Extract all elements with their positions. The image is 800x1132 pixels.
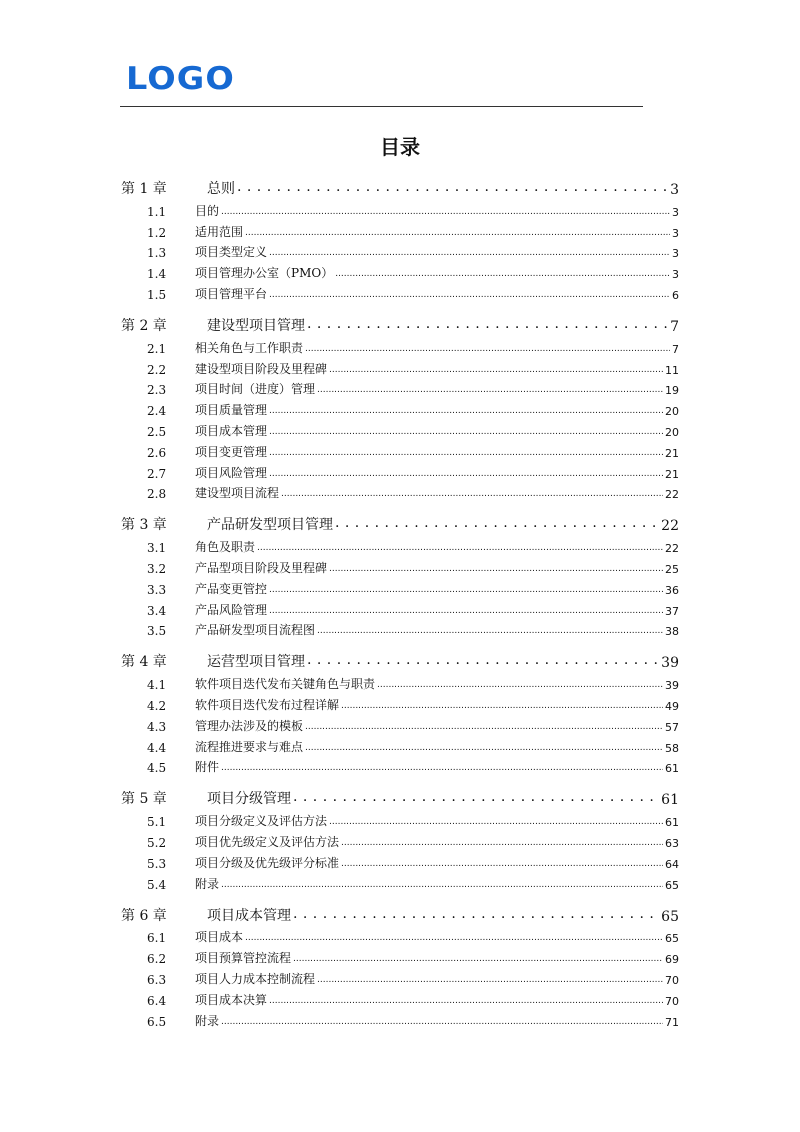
toc-section-row[interactable]	[121, 925, 679, 946]
section-number: 1.5	[147, 287, 167, 302]
section-number: 6.2	[147, 952, 167, 967]
toc-section-row[interactable]	[121, 734, 679, 755]
section-page-number: 3	[672, 205, 679, 219]
section-page-number: 37	[665, 604, 679, 618]
toc-section-row[interactable]	[121, 871, 679, 892]
section-page-number: 25	[665, 562, 679, 576]
section-number: 2.1	[147, 341, 167, 356]
toc-chapter-row[interactable]	[121, 309, 679, 335]
toc-section-row[interactable]	[121, 335, 679, 356]
section-title[interactable]: 项目成本管理	[195, 423, 268, 438]
section-page-number: 61	[665, 762, 679, 776]
toc-section-row[interactable]	[121, 945, 679, 966]
dot-leader	[221, 198, 670, 219]
dot-leader	[317, 618, 663, 639]
toc-section-row[interactable]	[121, 755, 679, 776]
section-number: 1.3	[147, 246, 167, 261]
toc-section-row[interactable]	[121, 377, 679, 398]
section-number: 6.4	[147, 993, 167, 1008]
toc-section-row[interactable]	[121, 356, 679, 377]
section-number: 1.1	[147, 204, 167, 219]
section-title[interactable]: 目的	[195, 203, 220, 218]
toc-chapter-row[interactable]	[121, 172, 679, 198]
toc-section-row[interactable]	[121, 555, 679, 576]
toc-section-row[interactable]	[121, 987, 679, 1008]
section-page-number: 21	[665, 446, 679, 460]
toc-chapter-row[interactable]	[121, 508, 679, 534]
section-number: 2.5	[147, 424, 167, 439]
section-page-number: 3	[672, 268, 679, 282]
section-page-number: 58	[665, 741, 679, 755]
chapter-title[interactable]: 项目分级管理	[207, 791, 291, 808]
dot-leader	[293, 782, 659, 808]
chapter-number: 第 6 章	[121, 907, 167, 924]
section-page-number: 70	[665, 973, 679, 987]
section-title[interactable]: 附录	[195, 1013, 220, 1028]
dot-leader	[269, 597, 663, 618]
section-number: 2.4	[147, 404, 167, 419]
section-number: 1.2	[147, 225, 167, 240]
dot-leader	[281, 481, 663, 502]
toc-section-row[interactable]	[121, 198, 679, 219]
toc-section-row[interactable]	[121, 260, 679, 281]
dot-leader	[317, 966, 663, 987]
dot-leader	[269, 576, 663, 597]
chapter-title[interactable]: 项目成本管理	[207, 907, 291, 924]
section-title[interactable]: 项目管理平台	[195, 286, 268, 301]
section-page-number: 20	[665, 425, 679, 439]
dot-leader	[269, 281, 670, 302]
section-title[interactable]: 适用范围	[195, 224, 244, 239]
toc-title: 目录	[380, 135, 420, 159]
section-page-number: 22	[665, 542, 679, 556]
chapter-number: 第 1 章	[121, 181, 167, 197]
section-page-number: 71	[665, 1015, 679, 1029]
dot-leader	[269, 240, 670, 261]
section-page-number: 22	[665, 488, 679, 502]
toc-section-row[interactable]	[121, 966, 679, 987]
chapter-page-number: 7	[670, 318, 679, 335]
dot-leader	[341, 692, 663, 713]
section-title[interactable]: 附录	[195, 876, 220, 891]
toc-section-row[interactable]	[121, 618, 679, 639]
section-page-number: 49	[665, 699, 679, 713]
toc-section-row[interactable]	[121, 597, 679, 618]
toc-section-row[interactable]	[121, 671, 679, 692]
dot-leader	[305, 713, 663, 734]
dot-leader	[293, 945, 663, 966]
section-number: 2.8	[147, 487, 167, 502]
toc-section-row[interactable]	[121, 439, 679, 460]
dot-leader	[377, 671, 663, 692]
section-title[interactable]: 项目优先级定义及评估方法	[195, 834, 340, 849]
toc-section-row[interactable]	[121, 418, 679, 439]
section-page-number: 19	[665, 384, 679, 398]
dot-leader	[317, 377, 663, 398]
toc-section-row[interactable]	[121, 534, 679, 555]
chapter-number: 第 3 章	[121, 517, 167, 534]
section-page-number: 57	[665, 720, 679, 734]
dot-leader	[221, 755, 663, 776]
dot-leader	[237, 172, 668, 198]
section-title[interactable]: 项目成本	[195, 930, 244, 945]
section-title[interactable]: 项目人力成本控制流程	[195, 971, 316, 986]
toc-chapter-row[interactable]	[121, 899, 679, 925]
section-title[interactable]: 软件项目迭代发布过程详解	[195, 697, 340, 712]
toc-section-row[interactable]	[121, 692, 679, 713]
section-page-number: 3	[672, 247, 679, 261]
section-number: 5.4	[147, 877, 167, 892]
section-title[interactable]: 项目分级及优先级评分标准	[195, 855, 340, 870]
section-page-number: 7	[672, 342, 679, 356]
dot-leader	[245, 219, 670, 240]
section-title[interactable]: 项目变更管理	[195, 444, 268, 459]
dot-leader	[329, 555, 663, 576]
section-number: 3.1	[147, 541, 167, 556]
section-page-number: 11	[665, 363, 679, 377]
dot-leader	[269, 460, 663, 481]
section-title[interactable]: 产品变更管控	[195, 581, 268, 596]
toc-section-row[interactable]	[121, 460, 679, 481]
chapter-page-number: 22	[661, 518, 679, 535]
toc-section-row[interactable]	[121, 1008, 679, 1029]
section-page-number: 61	[665, 816, 679, 830]
section-page-number: 70	[665, 994, 679, 1008]
section-title[interactable]: 管理办法涉及的模板	[195, 718, 304, 733]
section-number: 4.3	[147, 719, 167, 734]
dot-leader	[221, 871, 663, 892]
section-number: 2.2	[147, 362, 167, 377]
toc-section-row[interactable]	[121, 281, 679, 302]
section-page-number: 20	[665, 405, 679, 419]
section-number: 1.4	[147, 267, 167, 282]
chapter-page-number: 39	[661, 655, 679, 672]
section-page-number: 21	[665, 467, 679, 481]
section-title[interactable]: 产品研发型项目流程图	[195, 623, 316, 638]
section-title[interactable]: 流程推进要求与难点	[195, 739, 304, 754]
toc-section-row[interactable]	[121, 481, 679, 502]
section-page-number: 3	[672, 226, 679, 240]
chapter-page-number: 65	[661, 908, 679, 925]
dot-leader	[307, 309, 668, 335]
section-number: 6.3	[147, 972, 167, 987]
dot-leader	[269, 397, 663, 418]
dot-leader	[293, 899, 659, 925]
toc-chapter-row[interactable]	[121, 782, 679, 808]
section-title[interactable]: 项目管理办公室（PMO）	[195, 266, 334, 281]
section-page-number: 36	[665, 583, 679, 597]
section-page-number: 69	[665, 953, 679, 967]
section-number: 5.2	[147, 835, 167, 850]
section-title[interactable]: 项目质量管理	[195, 403, 268, 418]
section-page-number: 39	[665, 679, 679, 693]
section-number: 5.3	[147, 856, 167, 871]
dot-leader	[335, 260, 670, 281]
section-page-number: 38	[665, 625, 679, 639]
chapter-page-number: 3	[670, 182, 679, 198]
section-number: 2.3	[147, 383, 167, 398]
section-number: 6.5	[147, 1014, 167, 1029]
section-title[interactable]: 项目风险管理	[195, 465, 268, 480]
dot-leader	[329, 356, 663, 377]
section-number: 3.5	[147, 624, 167, 639]
section-title[interactable]: 软件项目迭代发布关键角色与职责	[195, 677, 376, 692]
dot-leader	[257, 534, 663, 555]
dot-leader	[269, 439, 663, 460]
section-title[interactable]: 建设型项目阶段及里程碑	[195, 361, 328, 376]
toc-section-row[interactable]	[121, 397, 679, 418]
section-title[interactable]: 项目时间（进度）管理	[195, 382, 316, 397]
section-number: 3.3	[147, 582, 167, 597]
dot-leader	[245, 925, 663, 946]
toc-section-row[interactable]	[121, 829, 679, 850]
section-title[interactable]: 产品型项目阶段及里程碑	[195, 560, 328, 575]
section-number: 2.6	[147, 445, 167, 460]
section-title[interactable]: 产品风险管理	[195, 602, 268, 617]
section-title[interactable]: 相关角色与工作职责	[195, 340, 304, 355]
section-number: 4.1	[147, 678, 167, 693]
chapter-number: 第 4 章	[121, 654, 167, 671]
table-of-contents	[121, 172, 679, 1029]
section-title[interactable]: 项目成本决算	[195, 992, 268, 1007]
dot-leader	[341, 829, 663, 850]
header-divider	[120, 106, 643, 107]
chapter-title[interactable]: 建设型项目管理	[207, 317, 305, 334]
chapter-page-number: 61	[661, 792, 679, 809]
section-title[interactable]: 项目类型定义	[195, 245, 268, 260]
toc-section-row[interactable]	[121, 808, 679, 829]
section-title[interactable]: 项目分级定义及评估方法	[195, 814, 328, 829]
toc-section-row[interactable]	[121, 576, 679, 597]
toc-chapter-row[interactable]	[121, 645, 679, 671]
chapter-number: 第 2 章	[121, 317, 167, 334]
section-page-number: 63	[665, 836, 679, 850]
section-page-number: 6	[672, 288, 679, 302]
dot-leader	[305, 734, 663, 755]
chapter-number: 第 5 章	[121, 791, 167, 808]
section-number: 5.1	[147, 815, 167, 830]
dot-leader	[335, 508, 659, 534]
toc-section-row[interactable]	[121, 240, 679, 261]
dot-leader	[305, 335, 670, 356]
section-number: 3.2	[147, 561, 167, 576]
dot-leader	[269, 987, 663, 1008]
section-title[interactable]: 附件	[195, 760, 220, 775]
toc-section-row[interactable]	[121, 713, 679, 734]
dot-leader	[307, 645, 659, 671]
section-page-number: 65	[665, 878, 679, 892]
section-number: 3.4	[147, 603, 167, 618]
chapter-title[interactable]: 产品研发型项目管理	[207, 517, 333, 534]
section-page-number: 64	[665, 857, 679, 871]
chapter-title[interactable]: 总则	[207, 181, 235, 197]
section-title[interactable]: 建设型项目流程	[195, 486, 280, 501]
section-number: 4.4	[147, 740, 167, 755]
logo: LOGO	[126, 61, 235, 97]
dot-leader	[221, 1008, 663, 1029]
section-title[interactable]: 项目预算管控流程	[195, 951, 292, 966]
section-title[interactable]: 角色及职责	[195, 540, 256, 555]
dot-leader	[329, 808, 663, 829]
section-number: 2.7	[147, 466, 167, 481]
dot-leader	[269, 418, 663, 439]
dot-leader	[341, 850, 663, 871]
section-page-number: 65	[665, 932, 679, 946]
toc-section-row[interactable]	[121, 219, 679, 240]
chapter-title[interactable]: 运营型项目管理	[207, 654, 305, 671]
section-number: 4.5	[147, 761, 167, 776]
section-number: 6.1	[147, 931, 167, 946]
section-number: 4.2	[147, 698, 167, 713]
toc-section-row[interactable]	[121, 850, 679, 871]
